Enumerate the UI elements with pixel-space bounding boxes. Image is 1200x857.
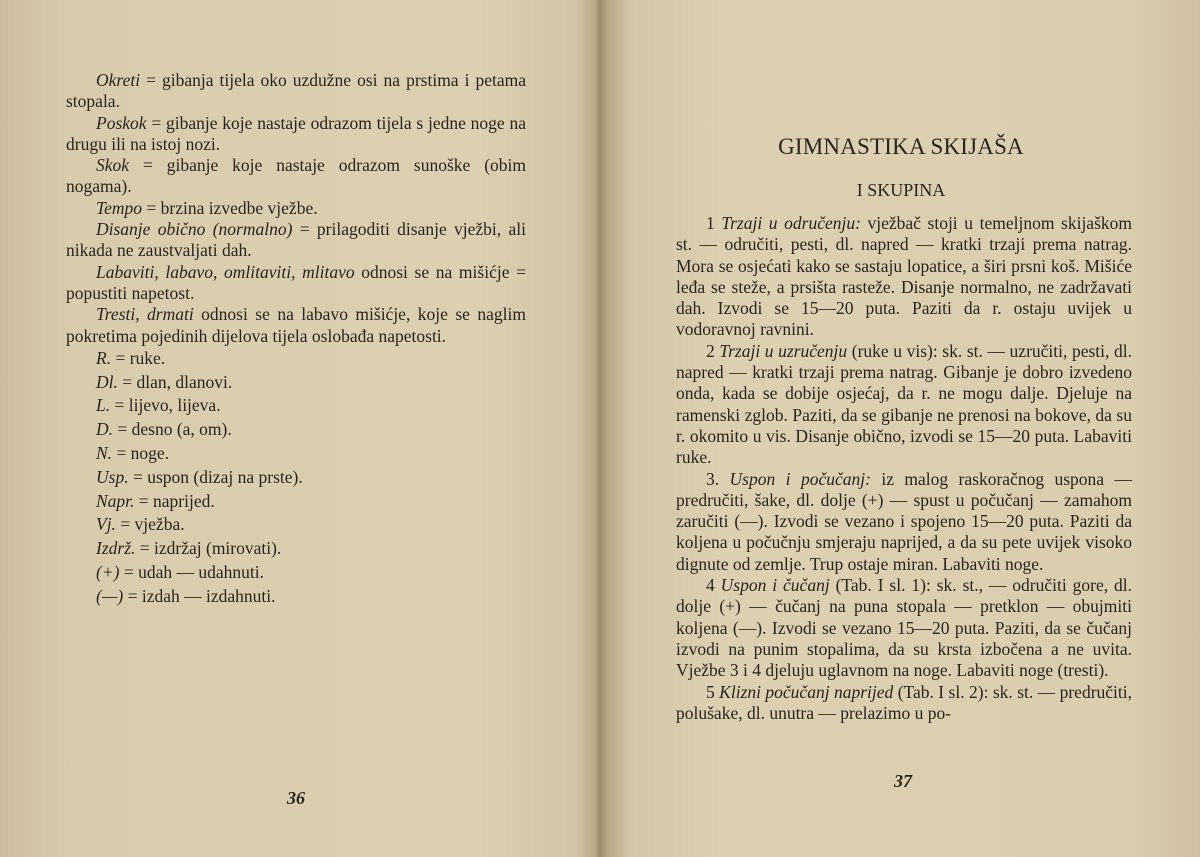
page-number: 37 <box>894 771 912 791</box>
abbreviation-item: L. = lijevo, lijeva. <box>96 395 221 416</box>
abbreviation-item: (+) = udah — udahnuti. <box>96 562 264 583</box>
left-page <box>0 0 598 857</box>
abbreviation-item: Dl. = dlan, dlanovi. <box>96 371 233 392</box>
chapter-title: GIMNASTIKA SKIJAŠA <box>778 134 1024 159</box>
exercise-paragraph: 2 Trzaji u uzručenju (ruke u vis): sk. st. — uzručiti, pesti, dl. napred — kratki trzaji prema natrag. Gibanje je dobro izvedeno onda, kada se dobije osjećaj, da r. ne mogu dalje. Djeluje na ramenski zglob. Paziti, da se gibanje ne prenosi na bokove, da su r. okomito u vis. Disanje obično, izvodi se 15—20 puta. Labaviti ruke. <box>676 340 1132 468</box>
abbreviation-item: Vj. = vježba. <box>96 514 185 535</box>
abbreviation-item: N. = noge. <box>96 443 170 464</box>
definition-tempo: Tempo = brzina izvedbe vježbe. <box>96 197 318 218</box>
abbreviation-item: (—) = izdah — izdahnuti. <box>96 585 276 606</box>
page-number: 36 <box>287 788 305 808</box>
abbreviation-item: Napr. = naprijed. <box>96 490 215 511</box>
exercise-paragraph: 5 Klizni počučanj naprijed (Tab. I sl. 2): sk. st. — predručiti, polušake, dl. unutra — prelazimo u po- <box>676 681 1132 723</box>
definition-okreti: Okreti = gibanja tijela oko uzdužne osi na prstima i petama stopala. <box>66 70 526 112</box>
definition-poskok: Poskok = gibanje koje nastaje odrazom tijela s jedne noge na drugu ili na istoj nozi. <box>66 112 526 154</box>
right-page-text <box>676 213 1132 724</box>
left-page-text <box>66 70 526 609</box>
definition-tresti: Tresti, drmati odnosi se na labavo mišićje, koje se naglim pokretima pojedinih dijelova tijela oslobađa napetosti. <box>66 304 526 346</box>
exercise-paragraph: 4 Uspon i čučanj (Tab. I sl. 1): sk. st., — odručiti gore, dl. dolje (+) — čučanj na puna stopala — pretklon — obujmiti koljena (—). Izvodi se vezano 15—20 puta. Paziti, da se čučanj izvodi na punim stopalima, da su krsta izbočena a ne uvita. Vježbe 3 i 4 djeluju uglavnom na noge. Labaviti noge (tresti). <box>676 575 1132 681</box>
abbreviation-item: R. = ruke. <box>96 347 166 368</box>
exercise-paragraph: 3. Uspon i počučanj: iz malog raskoračnog uspona — predručiti, šake, dl. dolje (+) — spust u počučanj — zamahom zaručiti (—). Izvodi se vezano i spojeno 15—20 puta. Paziti da koljena u počučnju smjeraju naprijed, a da su pete uvijek visoko dignute od zemlje. Trup ostaje miran. Labaviti noge. <box>676 468 1132 574</box>
abbreviation-item: Izdrž. = izdržaj (mirovati). <box>96 538 282 559</box>
definition-disanje: Disanje obično (normalno) = prilagoditi disanje vježbi, ali nikada ne zaustvaljati dah. <box>66 219 526 261</box>
abbreviation-item: D. = desno (a, om). <box>96 419 232 440</box>
right-page <box>602 0 1200 857</box>
exercise-paragraph: 1 Trzaji u odručenju: vježbač stoji u temeljnom skijaškom st. — odručiti, pesti, dl. napred — kratki trzaji prema natrag. Mora se osjećati kako se sastaju lopatice, a širi prsni koš. Mišiće leđa se steže, a prsišta rasteže. Disanje normalno, ne zadržavati dah. Izvodi se 15—20 puta. Paziti da r. ostaju uvijek u vodoravnoj ravnini. <box>676 213 1132 340</box>
abbreviation-item: Usp. = uspon (dizaj na prste). <box>96 466 303 487</box>
definition-skok: Skok = gibanje koje nastaje odrazom sunoške (obim nogama). <box>66 155 526 197</box>
definition-labaviti: Labaviti, labavo, omlitaviti, mlitavo odnosi se na mišićje = popustiti napetost. <box>66 261 526 303</box>
section-subtitle: I SKUPINA <box>856 180 946 200</box>
